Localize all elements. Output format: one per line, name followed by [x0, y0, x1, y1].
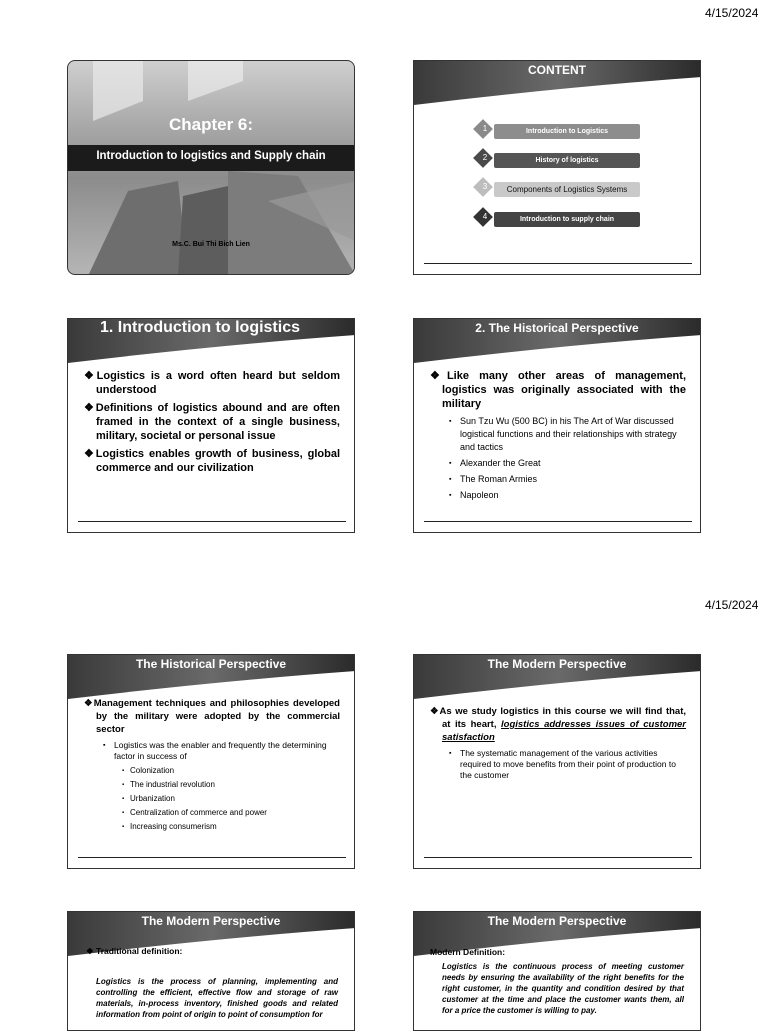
item-label: History of logistics [494, 153, 640, 168]
definition-label: Modern Definition: [430, 947, 506, 957]
definition-text: Logistics is the process of planning, implementing and controlling the efficient, effective flow and storage of raw materials, in-process inventory, finished goods and related information from point of origin to point of consumption for [96, 977, 338, 1019]
emphasis-text: logistics addresses issues of customer satisfaction [442, 719, 687, 743]
slide-modern-2 [67, 911, 355, 1031]
footer-line [78, 857, 346, 858]
footer-line [424, 521, 692, 522]
sub-bullet: ▪ Sun Tzu Wu (500 BC) in his The Art of War discussed logistical functions and their relationships with strategy and tactics [430, 415, 686, 454]
slide-header [414, 61, 700, 105]
footer-line [424, 857, 692, 858]
slide-title [67, 60, 355, 275]
sub-sub-bullet: ▪ Centralization of commerce and power [84, 807, 340, 819]
item-number: 1 [482, 124, 488, 133]
footer-line [424, 263, 692, 264]
item-number: 3 [482, 182, 488, 191]
item-label: Introduction to supply chain [494, 212, 640, 227]
content-item [476, 182, 638, 197]
page-date: 4/15/2024 [705, 6, 759, 20]
item-number: 4 [482, 212, 488, 221]
item-label: Components of Logistics Systems [494, 182, 640, 197]
slide-modern-1 [413, 654, 701, 869]
slide-heading: CONTENT [528, 63, 586, 77]
slide-heading: The Modern Perspective [141, 914, 281, 928]
chapter-title: Chapter 6: [168, 115, 254, 134]
bullet: ❖Logistics is a word often heard but seldom understood [84, 370, 340, 396]
item-number: 2 [482, 153, 488, 162]
slide-header [68, 319, 354, 363]
definition-label: ❖ Traditional definition: [86, 946, 183, 956]
slide-heading: 1. Introduction to logistics [100, 319, 300, 336]
sub-bullet: ▪ Napoleon [430, 489, 686, 502]
slide-heading: The Historical Perspective [135, 657, 287, 671]
slide-subtitle: Introduction to logistics and Supply chain [96, 150, 326, 162]
sub-sub-bullet: ▪ Increasing consumerism [84, 821, 340, 833]
content-item [476, 212, 638, 227]
slide-historical-1 [413, 318, 701, 533]
sub-sub-bullet: ▪ The industrial revolution [84, 779, 340, 791]
sub-sub-bullet: ▪ Urbanization [84, 793, 340, 805]
bullet: ❖Like many other areas of management, logistics was originally associated with the military [430, 370, 686, 410]
bullet: ❖Logistics enables growth of business, global commerce and our civilization [84, 448, 340, 474]
author: Ms.C. Bui Thi Bich Lien [172, 241, 250, 248]
sub-bullet: ▪ The systematic management of the various activities required to move benefits from their point of production to the customer [430, 748, 686, 781]
slide-heading: The Modern Perspective [487, 914, 627, 928]
slide-heading: 2. The Historical Perspective [475, 321, 639, 335]
slide-header [414, 319, 700, 363]
content-item [476, 124, 638, 139]
definition-text: Logistics is the continuous process of meeting customer needs by ensuring the availability of the right benefits for the right customer, in the quantity and condition desired by that customer at the time and place the customer wants them, all for a price the customer is willing to pay. [442, 962, 684, 1015]
bullet: ❖Definitions of logistics abound and are often framed in the context of a single business, military, societal or personal issue [84, 402, 340, 442]
slide-header [414, 655, 700, 699]
content-item [476, 153, 638, 168]
bullet [430, 705, 686, 744]
bullet-text: ❖As we study logistics in this course we will find that, at its heart, [430, 706, 686, 730]
sub-bullet: ▪ Alexander the Great [430, 457, 686, 470]
page-date: 4/15/2024 [705, 598, 759, 612]
slide-content [413, 60, 701, 275]
slide-intro-logistics [67, 318, 355, 533]
sub-bullet: ▪ The Roman Armies [430, 473, 686, 486]
sub-bullet: ▪ Logistics was the enabler and frequently the determining factor in success of [84, 740, 340, 762]
sub-sub-bullet: ▪ Colonization [84, 765, 340, 777]
slide-historical-2 [67, 654, 355, 869]
slide-modern-3 [413, 911, 701, 1031]
bullet: ❖Management techniques and philosophies developed by the military were adopted by the commercial sector [84, 698, 340, 735]
footer-line [78, 521, 346, 522]
slide-heading: The Modern Perspective [487, 657, 627, 671]
slide-header [68, 655, 354, 699]
item-label: Introduction to Logistics [494, 124, 640, 139]
